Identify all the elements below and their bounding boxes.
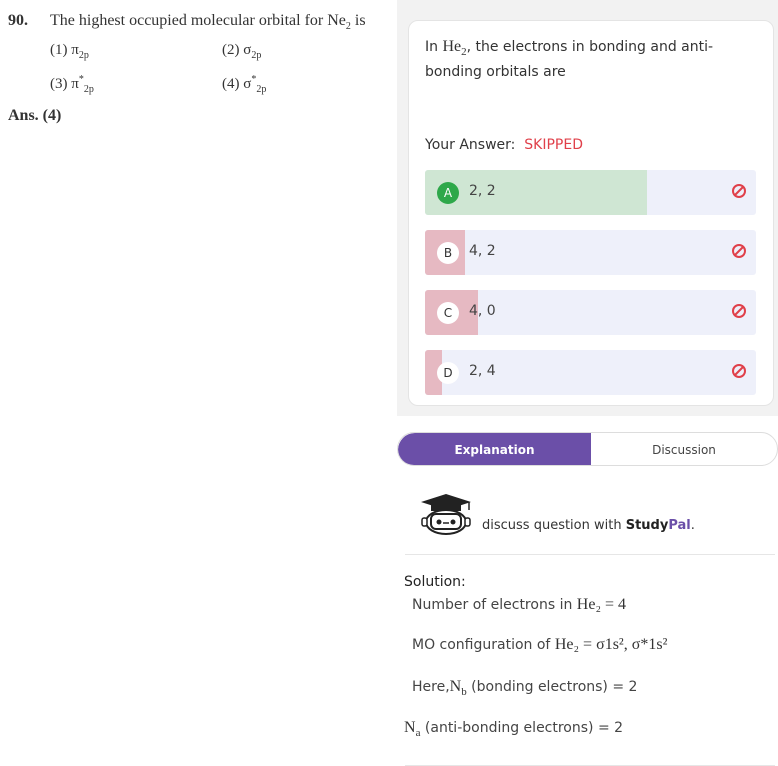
cancel-icon [732,244,746,258]
quiz-question: In $He_2$, the electrons in bonding and anti-bonding orbitals are [425,38,714,80]
option-c-badge: C [437,302,459,324]
question-option-2: (2) $\sigma_{2p}$ [222,42,262,61]
skipped-status: SKIPPED [524,137,583,153]
tab-explanation[interactable]: Explanation [398,433,591,466]
question-option-3: (3) $\pi^*_{2p}$ [50,74,94,95]
studypal-prompt[interactable]: discuss question with StudyPal. [482,518,695,533]
question-option-4: (4) $\sigma^*_{2p}$ [222,74,267,95]
cancel-icon [732,304,746,318]
question-number: 90. [8,12,28,29]
solution-line-2: MO configuration of He₂ = σ1s², σ*1s² [412,636,668,653]
option-d[interactable] [425,350,756,395]
answer-label: Ans. (4) [8,107,62,124]
your-answer: Your Answer: SKIPPED [425,137,583,153]
option-c[interactable] [425,290,756,335]
cancel-icon [732,184,746,198]
option-d-badge: D [437,362,459,384]
option-d-text: 2, 4 [469,363,496,379]
solution-line-4: $N_a$ (anti-bonding electrons) = 2 [404,719,624,739]
option-a-badge: A [437,182,459,204]
option-b-badge: B [437,242,459,264]
option-a-text: 2, 2 [469,183,496,199]
option-a[interactable] [425,170,756,215]
divider [405,554,775,555]
option-b-text: 4, 2 [469,243,496,259]
solution-title: Solution: [404,574,466,590]
question-text: The highest occupied molecular orbital for $Ne_2$ is [50,12,366,33]
tab-discussion[interactable]: Discussion [652,443,716,457]
tab-bar [397,432,778,466]
explanation-pane [397,416,778,766]
option-c-text: 4, 0 [469,303,496,319]
solution-line-1: Number of electrons in He₂ = 4 [412,596,627,613]
option-b[interactable] [425,230,756,275]
question-card [408,20,774,406]
cancel-icon [732,364,746,378]
question-option-1: (1) $\pi_{2p}$ [50,42,89,61]
solution-line-3: $Here,N_b$ (bonding electrons) = 2 [412,678,638,698]
studypal-robot-icon[interactable] [419,492,473,536]
